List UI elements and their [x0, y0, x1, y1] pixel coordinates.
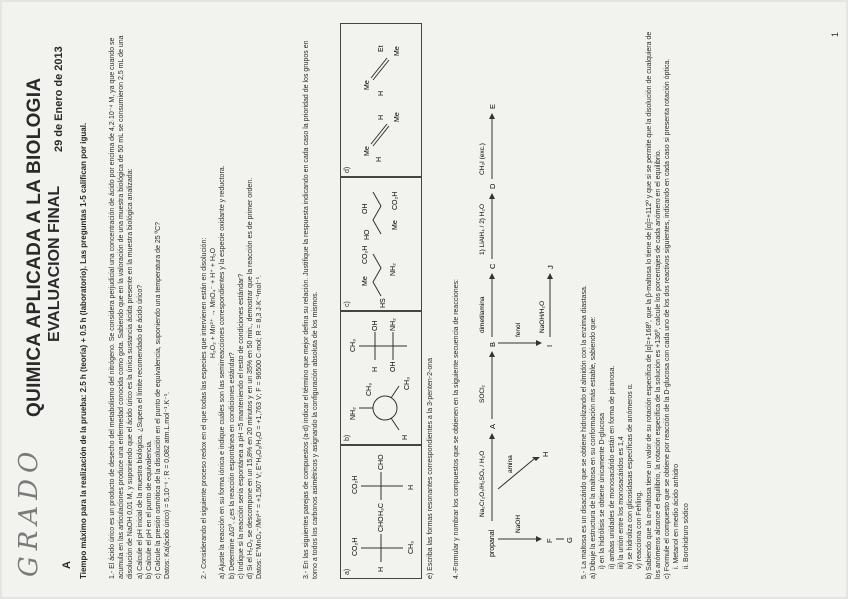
svg-text:Me: Me — [364, 80, 371, 90]
question-4 — [452, 27, 461, 579]
instructions: Tiempo máximo para la realización de la prueba: 2.5 h (teoría) + 0.5 h (laboratorio). Las preguntas 1-5 califican por igual. — [79, 122, 88, 579]
svg-text:HS: HS — [380, 298, 387, 308]
question-3 — [302, 27, 320, 579]
svg-text:CH₃I (exc.): CH₃I (exc.) — [479, 143, 486, 175]
svg-text:H: H — [408, 484, 415, 490]
q3-d-alkene-structures — [341, 24, 421, 176]
handwritten-annotation: GRADO — [14, 445, 44, 577]
q3-label-d: d) — [344, 166, 351, 173]
q3-box-b — [340, 311, 422, 445]
q4-J: J — [546, 265, 555, 269]
svg-text:CO₂H: CO₂H — [352, 537, 359, 556]
scanned-exam-page — [2, 2, 846, 597]
svg-text:NaOH/H₂O: NaOH/H₂O — [539, 300, 546, 333]
q4-statement: 4.-Formular y nombrar los compuestos que se obtienen en la siguiente secuencia de reacciones: — [453, 279, 460, 579]
svg-text:CO₂H: CO₂H — [362, 245, 369, 264]
q3-part-e — [426, 27, 435, 579]
q3-label-c: c) — [344, 301, 351, 307]
svg-text:CH₃: CH₃ — [408, 541, 415, 554]
q1-part-a: a) Calcule el pH inicial de la muestra biológica. ¿Supera el límite recomendado de ácido úrico? — [136, 284, 144, 579]
q4-B: B — [488, 341, 497, 347]
svg-text:H: H — [372, 366, 379, 372]
q3-box-d — [340, 23, 422, 177]
q3-label-b: b) — [344, 434, 351, 441]
q4-C: C — [488, 263, 497, 269]
svg-text:NaOH: NaOH — [515, 514, 522, 533]
q3-b-newman-fischer — [341, 312, 421, 444]
svg-text:NH₂: NH₂ — [390, 318, 397, 331]
svg-text:Me: Me — [364, 146, 371, 156]
svg-text:1) LiAlH₄ / 2) H₂O: 1) LiAlH₄ / 2) H₂O — [479, 203, 486, 255]
svg-text:H: H — [378, 566, 385, 572]
q4-D: D — [488, 183, 497, 189]
svg-text:Me: Me — [362, 276, 369, 286]
svg-text:H₃C: H₃C — [378, 503, 385, 516]
svg-text:CH₃: CH₃ — [404, 377, 411, 390]
q5-item-5: v) reacciona con Fehling. — [636, 490, 644, 569]
q5-item-1: i) en la hidrólisis se obtiene únicamente D-glucosa — [599, 412, 607, 569]
q5-item-2: ii) ambas unidades de monosacárido están en forma de piranosa. — [608, 365, 616, 569]
q2-part-b: b) Determine ΔGº, ¿es la reacción espontánea en condiciones estándar? — [228, 352, 236, 579]
svg-text:CH₃: CH₃ — [366, 383, 373, 396]
q4-propanal: propanal — [489, 529, 496, 557]
exam-modality: A — [61, 561, 73, 569]
q3-a-fischer-projections — [341, 446, 421, 578]
exam-title: QUIMICA APLICADA A LA BIOLOGIA — [24, 77, 45, 417]
q4-reaction-scheme — [464, 19, 574, 579]
q2-equation: H₂O₂ + Mn²⁺ → MnO₄⁻ + H⁺ + H₂O — [210, 247, 218, 359]
svg-text:CO₂H: CO₂H — [352, 475, 359, 494]
svg-text:HO: HO — [364, 229, 371, 240]
question-2 — [200, 27, 265, 579]
q1-part-c: c) Calcule la presión osmótica de la disolución en el punto de equivalencia, suponiendo una temperatura de 25 ºC? — [155, 221, 163, 579]
svg-text:H: H — [402, 434, 409, 440]
svg-text:fenol: fenol — [515, 322, 522, 337]
q5-c-item-2: ii. Borohidruro sódico — [682, 503, 690, 569]
q5-c-item-1: i. Metanol en medio ácido anhidro — [673, 463, 681, 569]
svg-text:OH: OH — [372, 320, 379, 331]
q2-intro: 2.- Considerando el siguiente proceso redox en el que todas las especies que intervienen están en disolución: — [201, 237, 208, 579]
svg-text:OH: OH — [362, 203, 369, 214]
svg-text:CHO: CHO — [378, 516, 385, 532]
q5-part-c: c) Formule el compuesto que se obtiene por reacción de la D-glucosa con cada uno de los dos reactivos siguientes, indicando en cada caso si presenta rotación óptica. — [664, 58, 672, 579]
svg-text:amina: amina — [507, 455, 514, 473]
q2-part-d: d) Si el H₂O₂ se descompone en un 15,8% en 20 minutos y en un 35% en 50 min., demostrar que la reacción es de primer orden. — [247, 177, 255, 579]
exam-subtitle: EVALUACION FINAL — [46, 185, 63, 342]
page-number: 1 — [830, 31, 840, 37]
question-1 — [108, 27, 173, 579]
q2-part-c: c) Indique si la reacción sería espontánea a pH =5 manteniendo el resto de condiciones estándar? — [237, 273, 245, 579]
svg-text:dimetilamina: dimetilamina — [479, 296, 486, 333]
svg-text:H: H — [376, 156, 383, 162]
q1-part-b: b) Calcule el pH en el punto de equivalencia. — [145, 440, 153, 579]
svg-text:CO₂H: CO₂H — [392, 191, 399, 210]
svg-text:Na₂Cr₂O₇/H₂SO₄ / H₂O: Na₂Cr₂O₇/H₂SO₄ / H₂O — [479, 450, 486, 517]
q1-data: Datos: Ka(ácido úrico) = 5,10⁻⁶ ; R = 0,082 atm.L.mol⁻¹.K⁻¹. — [164, 391, 172, 579]
question-5 — [580, 27, 691, 579]
q4-A: A — [488, 423, 497, 429]
q3-box-a — [340, 445, 422, 579]
svg-text:Me: Me — [394, 46, 401, 56]
svg-text:NH₂: NH₂ — [390, 263, 397, 276]
svg-text:OH: OH — [390, 361, 397, 372]
svg-text:CH₃: CH₃ — [350, 339, 357, 352]
q3-statement: 3.- En las siguientes parejas de compuestos (a-d) indicar el término que mejor defina su relación. Justifique la respuesta indicando en cada caso la prioridad de los grupos en torno a todos los carbonos asimétricos y asignando la configuración absoluta de los mismos. — [303, 40, 320, 579]
q5-statement: 5.- La maltosa es un disacárido que se obtiene hidrolizando el almidón con la enzima diastasa. — [581, 285, 588, 579]
q3-e-text: e) Escriba las formas resonantes correspondientes a la 3-penten-2-ona — [427, 357, 434, 579]
q2-part-a: a) Ajuste la reacción en su forma iónica e indique cuáles son las semirreacciones correspondientes y la especie oxidante y reductora. — [219, 165, 227, 579]
q5-item-4: iv) se hidroliza con glicosidasas específicas de anómeros α. — [627, 383, 635, 569]
q4-I: I — [545, 344, 554, 347]
svg-text:SOCl₂: SOCl₂ — [479, 384, 486, 403]
svg-text:Me: Me — [392, 220, 399, 230]
svg-text:Et: Et — [378, 45, 385, 52]
q3-label-a: a) — [344, 568, 351, 575]
q4-E: E — [488, 103, 497, 109]
rotated-page-content — [2, 2, 846, 597]
q4-H: H — [541, 451, 550, 457]
q5-item-3: iii) la unión entre los monosacáridos es 1,4 — [617, 436, 625, 569]
q5-part-b: b) Sabiendo que la α-maltosa tiene un valor de su rotación específica de [α]=+168º, que la β-maltosa lo tiene de [α]=+112º y que si se permite que la disolución de cualquiera de los anómeros alcance el equilibrio, la rotación específica de la solución es +136º, calcule los porcentajes de cada anómero en el equilibrio. — [645, 31, 662, 579]
svg-text:H: H — [378, 114, 385, 120]
q2-data: Datos: E°MnO₄⁻/Mn²⁺ = +1,507 V; E°H₂O₂/H₂O = +1,763 V; F = 96500 C·mol; R = 8,3 J·K⁻¹mol⁻¹. — [256, 275, 264, 579]
q3-box-c — [340, 177, 422, 311]
svg-text:CHO: CHO — [378, 454, 385, 470]
svg-text:H: H — [378, 90, 385, 96]
q4-G: G — [565, 537, 574, 543]
q4-F: F — [545, 538, 554, 543]
q3-c-skeletal-structures — [341, 178, 421, 310]
svg-text:Me: Me — [394, 112, 401, 122]
q5-part-a: a) Dibuje la estructura de la maltosa en su conformación más estable, sabiendo que: — [590, 316, 598, 579]
exam-date: 29 de Enero de 2013 — [53, 46, 65, 152]
q1-statement: 1.- El ácido úrico es un producto de desecho del metabolismo del nitrógeno. Se considera perjudicial una concentración de ácido por encima de 4,2·10⁻⁴ M, ya que cuando se acumula en las articulaciones produce una enfermedad conocida como gota. Sabiendo que en la valoración de una muestra biológica de 50 mL se consumieron 2,5 mL de una disolución de NaOH 0,01 M, y suponiendo que el ácido úrico es la única sustancia ácida presente en la muestra biológica analizada: — [109, 35, 135, 579]
svg-text:NH₂: NH₂ — [350, 407, 357, 420]
